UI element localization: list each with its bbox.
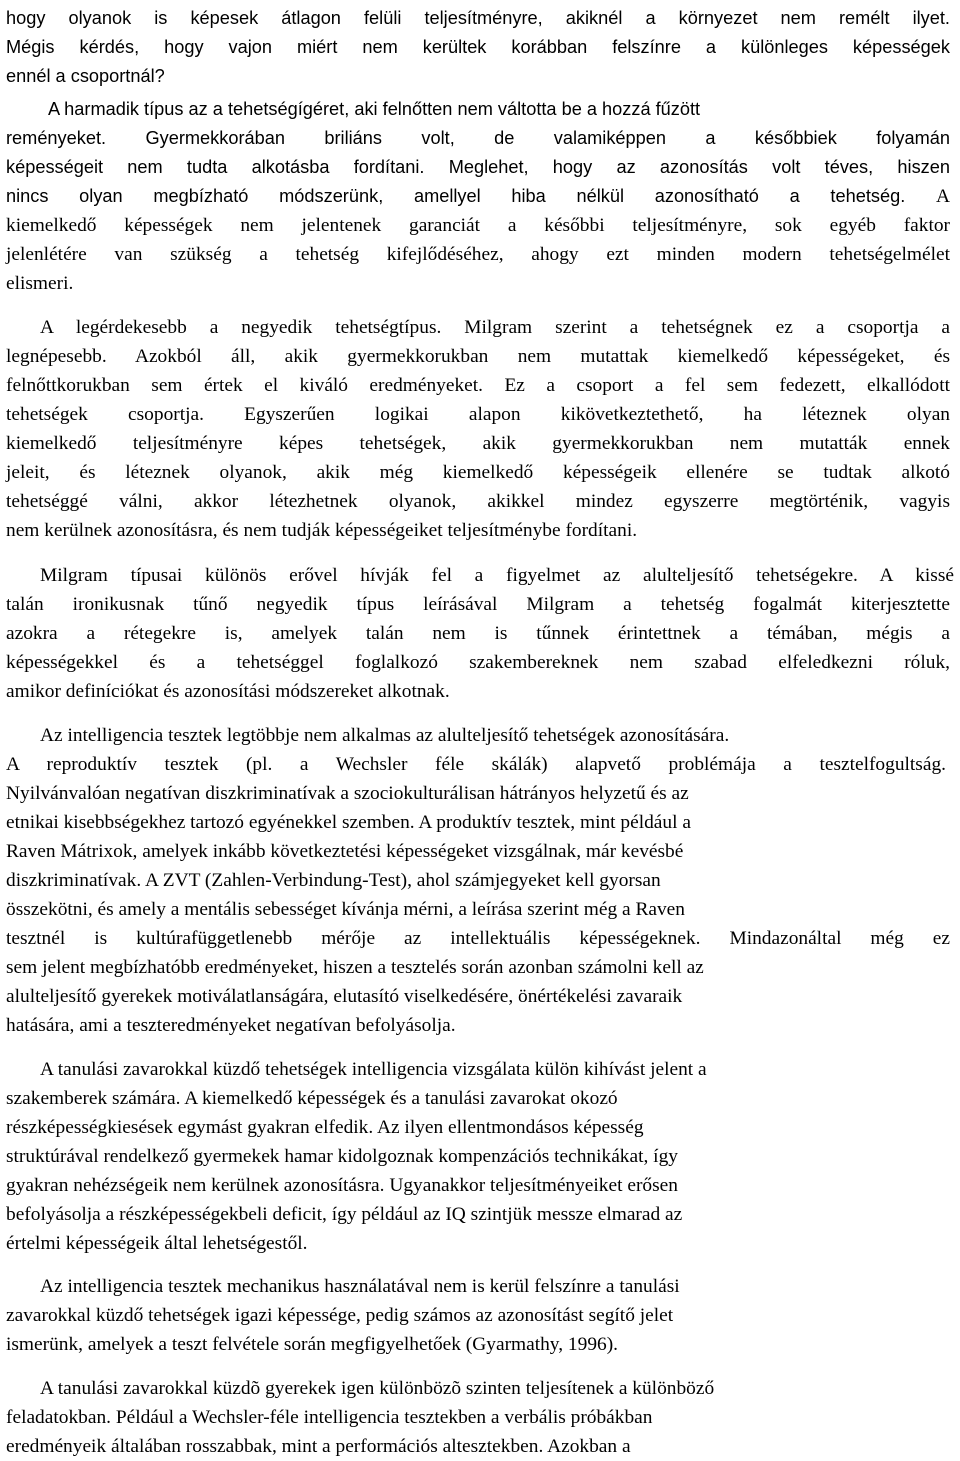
text-segment: hogy olyanok is képesek átlagon felüli teljesítményre, akiknél a környezet nem remélt ilyet. <box>6 8 950 28</box>
text-segment: amikor definíciókat és azonosítási módszereket alkotnak. <box>6 681 450 702</box>
text-segment: Nyilvánvalóan negatívan diszkriminatívak a szociokulturálisan hátrányos helyzetű és az <box>6 783 689 804</box>
text-segment: A tanulási zavarokkal küzdõ gyerekek igen különbözõ szinten teljesítenek a különböző <box>40 1378 715 1399</box>
line-24 <box>6 750 946 779</box>
line-34 <box>40 1055 707 1084</box>
line-22 <box>6 677 450 706</box>
line-7 <box>6 211 950 240</box>
text-segment: sem jelent megbízhatóbb eredményeket, hiszen a tesztelés során azonban számolni kell az <box>6 957 704 978</box>
line-42 <box>6 1301 673 1330</box>
line-9 <box>6 269 73 298</box>
text-segment: struktúrával rendelkező gyermekek hamar kidolgoznak kompenzációs technikákat, így <box>6 1146 678 1167</box>
line-36 <box>6 1113 644 1142</box>
text-segment: ennél a csoportnál? <box>6 66 165 86</box>
text-segment: A reproduktív tesztek (pl. a Wechsler féle skálák) alapvető problémája a tesztelfogultság. <box>6 754 946 775</box>
text-segment: képességekkel és a tehetséggel foglalkozó szakembereknek nem szabad elfeledkezni róluk, <box>6 652 950 673</box>
text-segment: zavarokkal küzdő tehetségek igazi képessége, pedig számos az azonosítást segítő jelet <box>6 1305 674 1326</box>
text-segment: képességeit nem tudta alkotásba fordítani. <box>6 157 449 177</box>
text-segment: értelmi képességeik által lehetségestől. <box>6 1233 308 1254</box>
text-segment: kiemelkedő teljesítményre képes tehetségek, akik gyermekkorukban nem mutatták ennek <box>6 433 950 454</box>
text-segment: Mégis kérdés, hogy vajon miért nem kerültek korábban felszínre a különleges képességek <box>6 37 950 57</box>
line-16 <box>6 487 950 516</box>
text-segment: tehetséggé válni, akkor létezhetnek olyanok, akikkel mindez egyszerre megtörténik, vagyis <box>6 491 950 512</box>
text-segment: A <box>935 186 950 207</box>
line-30 <box>6 924 950 953</box>
line-13 <box>6 400 950 429</box>
text-segment: elismeri. <box>6 273 74 294</box>
text-segment: felnőttkorukban sem értek el kiváló eredményeket. Ez a csoport a fel sem fedezett, elkallódott <box>6 375 950 396</box>
text-segment: gyakran nehézségeik nem kerülnek azonosításra. Ugyanakkor teljesítményeiket erősen <box>6 1175 678 1196</box>
text-segment: összekötni, és amely a mentális sebességet kívánja mérni, a leírása szerint még a Raven <box>6 899 685 920</box>
text-segment: ismerünk, amelyek a teszt felvétele során megfigyelhetőek (Gyarmathy, 1996). <box>6 1334 619 1355</box>
line-17 <box>6 516 637 545</box>
line-25 <box>6 779 689 808</box>
line-3 <box>48 95 700 124</box>
line-32 <box>6 982 682 1011</box>
line-45 <box>6 1403 652 1432</box>
text-segment: befolyásolja a részképességekbeli deficit, így például az IQ szintjük messze elmarad az <box>6 1204 683 1225</box>
line-41 <box>40 1272 680 1301</box>
text-segment: alulteljesítő gyerekek motiválatlanságára, elutasító viselkedésére, önértékelési zavaraik <box>6 986 683 1007</box>
text-segment: tehetségek csoportja. Egyszerűen logikai alapon kikövetkeztethető, ha léteznek olyan <box>6 404 950 425</box>
line-35 <box>6 1084 618 1113</box>
text-segment: feladatokban. Például a Wechsler-féle intelligencia tesztekben a verbális próbákban <box>6 1407 653 1428</box>
line-20 <box>6 619 950 648</box>
line-15 <box>6 458 950 487</box>
line-5 <box>6 153 950 182</box>
text-segment: A harmadik típus az a tehetségígéret, aki felnőtten nem váltotta be a hozzá fűzött <box>48 99 701 119</box>
line-21 <box>6 648 950 677</box>
text-segment: kiemelkedő képességek nem jelentenek garanciát a későbbi teljesítményre, sok egyéb faktor <box>6 215 950 236</box>
text-segment: A legérdekesebb a negyedik tehetségtípus. Milgram szerint a tehetségnek ez a csoportja a <box>40 317 950 338</box>
line-29 <box>6 895 685 924</box>
line-0 <box>6 4 950 33</box>
text-segment: Milgram típusai különös erővel hívják fel a figyelmet az alulteljesítő tehetségekre. A kissé <box>40 565 954 586</box>
line-40 <box>6 1229 308 1258</box>
text-segment: nem kerülnek azonosításra, és nem tudják képességeiket teljesítménybe fordítani. <box>6 520 638 541</box>
line-1 <box>6 33 950 62</box>
text-segment: Meglehet, hogy az azonosítás volt téves, hiszen <box>448 157 950 177</box>
line-18 <box>40 561 954 590</box>
line-19 <box>6 590 950 619</box>
line-8 <box>6 240 950 269</box>
line-37 <box>6 1142 678 1171</box>
text-segment: szakemberek számára. A kiemelkedő képességek és a tanulási zavarokat okozó <box>6 1088 618 1109</box>
text-segment: eredményeik általában rosszabbak, mint a performációs altesztekben. Azokban a <box>6 1436 631 1457</box>
line-6 <box>6 182 950 211</box>
text-segment: Raven Mátrixok, amelyek inkább következtetési képességeket vizsgálnak, már kevésbé <box>6 841 684 862</box>
line-46 <box>6 1432 631 1461</box>
line-4 <box>6 124 950 153</box>
text-segment: tesztnél is kultúrafüggetlenebb mérője az intellektuális képességeknek. Mindazonáltal még ez <box>6 928 950 949</box>
text-segment: A tanulási zavarokkal küzdő tehetségek intelligencia vizsgálata külön kihívást jelent a <box>40 1059 707 1080</box>
line-28 <box>6 866 661 895</box>
text-segment: jelenlétére van szükség a tehetség kifejlődéséhez, ahogy ezt minden modern tehetségelmélet <box>6 244 950 265</box>
line-31 <box>6 953 704 982</box>
text-segment: részképességkiesések egymást gyakran elfedik. Az ilyen ellentmondásos képesség <box>6 1117 644 1138</box>
line-26 <box>6 808 691 837</box>
line-2 <box>6 62 165 91</box>
line-27 <box>6 837 683 866</box>
line-44 <box>40 1374 714 1403</box>
text-segment: nincs olyan megbízható módszerünk, amellyel hiba nélkül azonosítható a tehetség. <box>6 186 936 206</box>
text-segment: legnépesebb. Azokból áll, akik gyermekkorukban nem mutattak kiemelkedő képességeket, és <box>6 346 950 367</box>
line-12 <box>6 371 950 400</box>
line-14 <box>6 429 950 458</box>
text-segment: jeleit, és léteznek olyanok, akik még kiemelkedő képességeik ellenére se tudtak alkotó <box>6 462 950 483</box>
line-10 <box>40 313 950 342</box>
line-33 <box>6 1011 456 1040</box>
text-segment: Az intelligencia tesztek mechanikus használatával nem is kerül felszínre a tanulási <box>40 1276 680 1297</box>
text-segment: hatására, ami a teszteredményeket negatívan befolyásolja. <box>6 1015 456 1036</box>
line-11 <box>6 342 950 371</box>
line-43 <box>6 1330 618 1359</box>
text-segment: azokra a rétegekre is, amelyek talán nem is tűnnek érintettnek a témában, mégis a <box>6 623 950 644</box>
line-23 <box>40 721 729 750</box>
text-segment: etnikai kisebbségekhez tartozó egyénekkel szemben. A produktív tesztek, mint például a <box>6 812 691 833</box>
line-39 <box>6 1200 682 1229</box>
text-segment: Az intelligencia tesztek legtöbbje nem alkalmas az alulteljesítő tehetségek azonosítására. <box>40 725 730 746</box>
text-segment: reményeket. Gyermekkorában briliáns volt, de valamiképpen a későbbiek folyamán <box>6 128 950 148</box>
line-38 <box>6 1171 678 1200</box>
text-segment: diszkriminatívak. A ZVT (Zahlen-Verbindung-Test), ahol számjegyeket kell gyorsan <box>6 870 661 891</box>
text-segment: talán ironikusnak tűnő negyedik típus leírásával Milgram a tehetség fogalmát kiterjesztette <box>6 594 950 615</box>
